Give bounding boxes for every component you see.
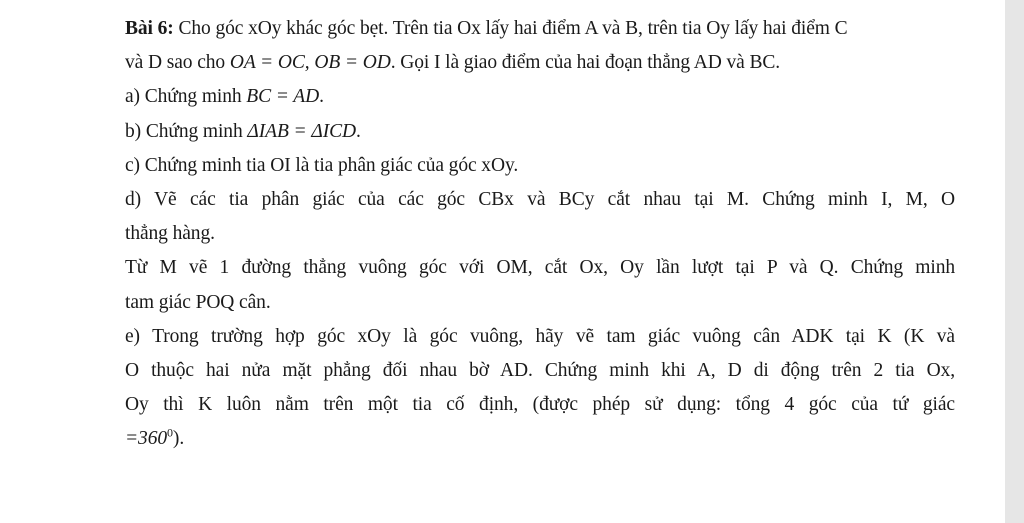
intro-text-2a: và D sao cho	[125, 52, 230, 74]
part-d2-line-1: Từ M vẽ 1 đường thẳng vuông góc với OM, cắt Ox, Oy lần lượt tại P và Q. Chứng minh	[125, 257, 955, 279]
problem-text	[125, 12, 955, 456]
problem-intro-line-2	[125, 46, 955, 80]
part-b-text: b) Chứng minh	[125, 120, 248, 142]
part-e-line-3: Oy thì K luôn nằm trên một tia cố định, (được phép sử dụng: tổng 4 góc của tứ giác	[125, 394, 955, 416]
intro-math: OA = OC, OB = OD	[229, 52, 391, 74]
part-d-line-1: d) Vẽ các tia phân giác của các góc CBx và BCy cắt nhau tại M. Chứng minh I, M, O	[125, 188, 955, 210]
intro-text-2b: . Gọi I là giao điểm của hai đoạn thẳng AD và BC.	[390, 52, 781, 74]
part-e-line-1: e) Trong trường hợp góc xOy là góc vuông, hãy vẽ tam giác vuông cân ADK tại K (K và	[125, 325, 955, 347]
part-c: c) Chứng minh tia OI là tia phân giác của góc xOy.	[125, 154, 519, 176]
part-b-end: .	[356, 120, 361, 142]
degree-mark: 0	[167, 425, 173, 440]
angle-sum-value: =360	[125, 428, 168, 450]
viewer-background	[1005, 0, 1024, 523]
part-b-math: ΔIAB = ΔICD	[247, 120, 356, 142]
part-a	[125, 80, 955, 114]
problem-label: Bài 6:	[125, 18, 174, 39]
part-e-line-2: O thuộc hai nửa mặt phẳng đối nhau bờ AD. Chứng minh khi A, D di động trên 2 tia Ox,	[125, 359, 955, 381]
part-a-math: BC = AD	[246, 86, 320, 108]
problem-intro-line-1	[125, 12, 955, 46]
part-a-text: a) Chứng minh	[125, 86, 247, 108]
intro-text-1: Cho góc xOy khác góc bẹt. Trên tia Ox lấy hai điểm A và B, trên tia Oy lấy hai điểm C	[178, 18, 848, 39]
part-d-line-2: thẳng hàng.	[125, 223, 215, 245]
part-d2-line-2: tam giác POQ cân.	[125, 291, 271, 313]
part-e-line-4	[125, 422, 955, 456]
part-b	[125, 115, 955, 149]
part-a-end: .	[319, 86, 324, 108]
part-e-end: ).	[172, 428, 185, 450]
